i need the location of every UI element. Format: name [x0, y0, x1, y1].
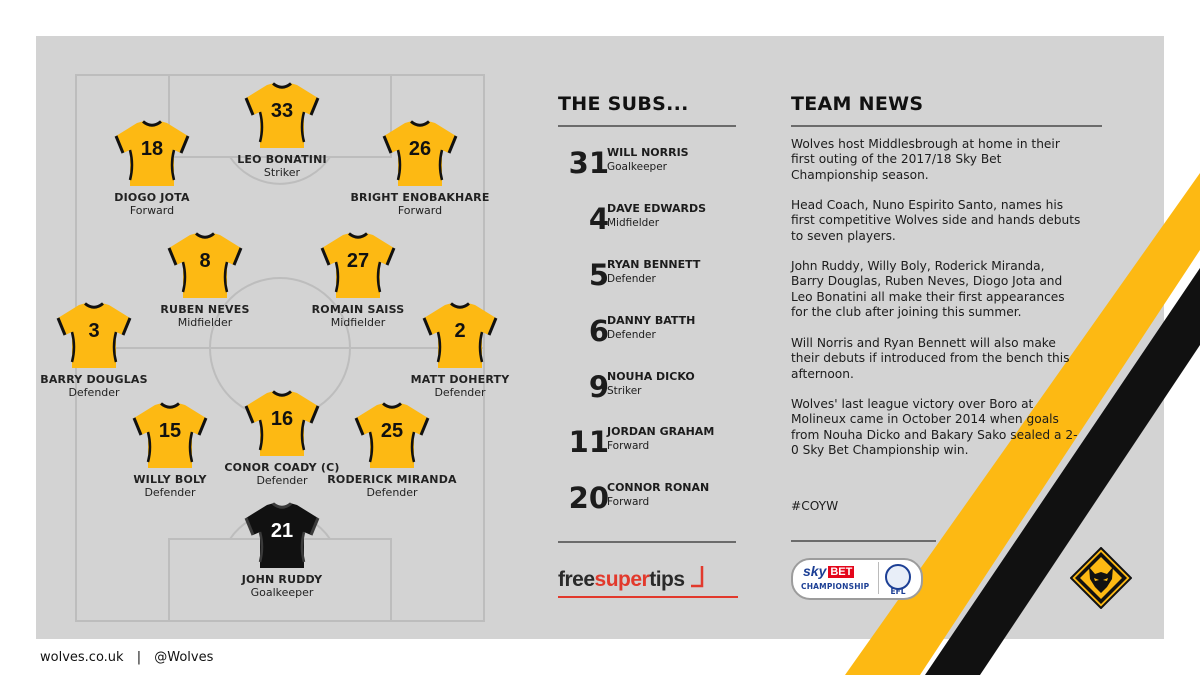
wolves-crest-icon — [1070, 547, 1132, 609]
player-name: MATT DOHERTY — [410, 373, 510, 386]
news-paragraph: Wolves' last league victory over Boro at Molineux came in October 2014 when goals from Nouha Dicko and Bakary Sako sealed a 2-0 Sky Bet Championship win. — [791, 397, 1078, 458]
player-card — [312, 402, 472, 499]
player-position: Defender — [366, 486, 418, 499]
player-name: CONOR COADY (C) — [224, 461, 340, 474]
sky-bet-championship-badge: sky BET CHAMPIONSHIP EFL — [791, 558, 923, 600]
player-name: WILLY BOLY — [133, 473, 207, 486]
news-paragraph: Wolves host Middlesbrough at home in their first outing of the 2017/18 Sky Bet Championship season. — [791, 137, 1060, 182]
footer — [40, 650, 213, 665]
player-position: Defender — [434, 386, 486, 399]
sub-position: Striker — [607, 385, 642, 397]
footer-separator: | — [136, 650, 142, 665]
news-paragraph: John Ruddy, Willy Boly, Roderick Miranda, Barry Douglas, Ruben Neves, Diogo Jota and Leo Bonatini all make their first appearances for the club after joining this summer. — [791, 259, 1065, 320]
shirt-number: 18 — [140, 138, 164, 160]
subs-heading: THE SUBS... — [558, 93, 689, 115]
shirt-number: 16 — [270, 408, 294, 430]
sub-position: Midfielder — [607, 217, 660, 229]
shirt-number: 15 — [158, 420, 182, 442]
player-name: RUBEN NEVES — [160, 303, 250, 316]
player-position: Striker — [263, 166, 301, 179]
sub-name: NOUHA DICKO — [607, 370, 695, 383]
shirt-number: 25 — [380, 420, 404, 442]
sub-row — [563, 422, 743, 462]
subs-divider — [558, 125, 736, 127]
social-handle-link[interactable]: @Wolves — [154, 650, 214, 665]
shirt-number: 2 — [454, 320, 466, 342]
sub-number: 20 — [568, 481, 609, 515]
player-position: Forward — [129, 204, 175, 217]
shirt-number: 26 — [408, 138, 432, 160]
sub-name: DANNY BATTH — [607, 314, 696, 327]
sub-number: 9 — [588, 370, 609, 404]
player-card — [340, 120, 500, 217]
sub-position: Defender — [607, 329, 656, 341]
sub-name: WILL NORRIS — [607, 146, 689, 159]
player-position: Defender — [144, 486, 196, 499]
player-name: BARRY DOUGLAS — [40, 373, 148, 386]
sub-position: Forward — [607, 496, 650, 508]
player-name: ROMAIN SAISS — [311, 303, 405, 316]
sub-position: Goalkeeper — [607, 161, 667, 173]
player-card — [380, 302, 540, 399]
team-news-divider — [791, 125, 1102, 127]
player-position: Defender — [256, 474, 308, 487]
shirt-number: 8 — [199, 250, 211, 272]
news-paragraph: Will Norris and Ryan Bennett will also make their debuts if introduced from the bench this afternoon. — [791, 336, 1070, 381]
sub-name: JORDAN GRAHAM — [607, 425, 715, 438]
sub-name: RYAN BENNETT — [607, 258, 701, 271]
sub-number: 5 — [588, 258, 609, 292]
sub-number: 11 — [568, 425, 609, 459]
sub-row — [563, 478, 743, 518]
shirt-number: 33 — [270, 100, 294, 122]
player-position: Midfielder — [177, 316, 233, 329]
sub-row — [563, 143, 743, 183]
sub-number: 4 — [588, 202, 609, 236]
shirt-number: 21 — [270, 520, 294, 542]
sub-position: Defender — [607, 273, 656, 285]
sub-name: DAVE EDWARDS — [607, 202, 707, 215]
subs-bottom-divider — [558, 541, 736, 543]
sub-row — [563, 367, 743, 407]
sub-number: 31 — [568, 146, 609, 180]
news-paragraph: Head Coach, Nuno Espirito Santo, names his first competitive Wolves side and hands debuts to seven players. — [791, 198, 1081, 243]
player-card — [202, 502, 362, 599]
shirt-number: 3 — [88, 320, 100, 342]
logo-mark-icon — [691, 566, 705, 590]
player-position: Goalkeeper — [250, 586, 314, 599]
hashtag: #COYW — [791, 499, 839, 513]
sub-row — [563, 199, 743, 239]
player-position: Defender — [68, 386, 120, 399]
player-card — [14, 302, 174, 399]
player-position: Midfielder — [330, 316, 386, 329]
sub-position: Forward — [607, 440, 650, 452]
player-name: BRIGHT ENOBAKHARE — [350, 191, 490, 204]
player-name: JOHN RUDDY — [241, 573, 323, 586]
website-link[interactable]: wolves.co.uk — [40, 650, 124, 665]
player-position: Forward — [397, 204, 443, 217]
news-bottom-divider — [791, 540, 936, 542]
team-news-heading: TEAM NEWS — [791, 93, 924, 115]
freesupertips-logo: freesupertips — [558, 566, 705, 594]
player-name: DIOGO JOTA — [114, 191, 190, 204]
sub-number: 6 — [588, 314, 609, 348]
sub-row — [563, 255, 743, 295]
sub-row — [563, 311, 743, 351]
sub-name: CONNOR RONAN — [607, 481, 710, 494]
logo-underline — [558, 596, 738, 598]
shirt-number: 27 — [346, 250, 370, 272]
player-name: RODERICK MIRANDA — [327, 473, 457, 486]
player-name: LEO BONATINI — [237, 153, 327, 166]
player-card — [72, 120, 232, 217]
